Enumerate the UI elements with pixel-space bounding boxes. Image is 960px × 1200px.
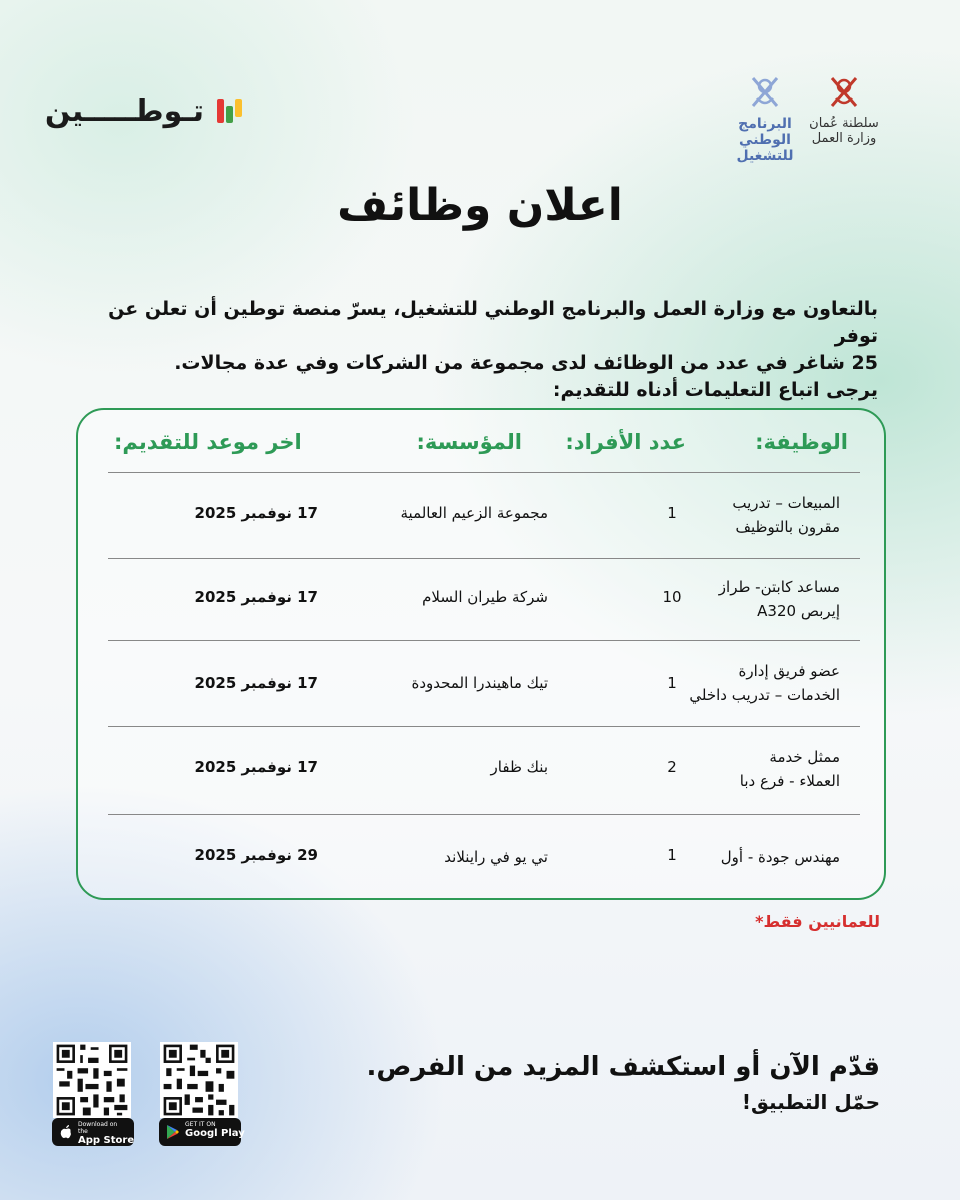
page-title: اعلان وظائف: [337, 180, 623, 231]
job-organization: بنك ظفار: [490, 758, 548, 776]
google-play-icon: [166, 1124, 180, 1140]
job-title-line-1: مساعد كابتن- طراز: [718, 578, 840, 596]
job-deadline: 17 نوفمبر 2025: [194, 504, 318, 522]
omanis-only-note: للعمانيين فقط*: [755, 912, 880, 931]
emblem-icon: [745, 72, 785, 112]
job-deadline: 17 نوفمبر 2025: [194, 588, 318, 606]
national-employment-program-logo: [710, 72, 820, 172]
intro-line-1: بالتعاون مع وزارة العمل والبرنامج الوطني للتشغيل، يسرّ منصة توطين أن تعلن عن توفر: [108, 298, 878, 347]
tawteen-mark-icon: [214, 96, 244, 126]
intro-text: [78, 296, 878, 404]
job-organization: تيك ماهيندرا المحدودة: [411, 674, 548, 692]
job-count: 1: [667, 504, 677, 522]
jobs-table: [76, 408, 886, 900]
job-title-line-2: الخدمات – تدريب داخلي: [689, 686, 840, 704]
header-count: عدد الأفراد:: [565, 430, 686, 454]
table-row: [108, 558, 860, 641]
job-title-line-2: العملاء - فرع دبا: [739, 772, 840, 790]
brand-name: تـوطـــــين: [44, 94, 204, 129]
cta-subtitle: حمّل التطبيق!: [741, 1090, 880, 1114]
job-count: 2: [667, 758, 677, 776]
job-title-line-1: المبيعات – تدريب: [732, 494, 840, 512]
ministry-line2: وزارة العمل: [811, 131, 877, 146]
google-play-badge[interactable]: [159, 1118, 245, 1146]
google-badge-big: Googl Play: [185, 1128, 245, 1139]
job-title-line-1: مهندس جودة - أول: [720, 848, 840, 866]
qr-code-icon[interactable]: [160, 1042, 238, 1118]
job-count: 1: [667, 846, 677, 864]
header-deadline: اخر موعد للتقديم:: [114, 430, 302, 454]
job-deadline: 17 نوفمبر 2025: [194, 758, 318, 776]
job-count: 1: [667, 674, 677, 692]
table-row: [108, 726, 860, 815]
job-title: [732, 491, 840, 539]
job-title: [740, 745, 840, 793]
job-title: [721, 845, 840, 869]
header-org: المؤسسة:: [416, 430, 522, 454]
cta-title: قدّم الآن أو استكشف المزيد من الفرص.: [366, 1052, 880, 1082]
tawteen-logo: [44, 92, 244, 132]
job-title: [689, 659, 840, 707]
intro-line-2: 25 شاغر في عدد من الوظائف لدى مجموعة من الشركات وفي عدة مجالات.: [174, 352, 878, 374]
google-badge-small: GET IT ON: [185, 1121, 216, 1128]
apple-icon: [59, 1124, 73, 1140]
app-store-badge[interactable]: [52, 1118, 134, 1146]
job-title-line-1: عضو فريق إدارة: [738, 662, 840, 680]
qr-code-icon[interactable]: [53, 1042, 131, 1118]
apple-badge-small: Download on the: [78, 1121, 118, 1135]
header-job: الوظيفة:: [755, 430, 848, 454]
job-organization: مجموعة الزعيم العالمية: [400, 504, 548, 522]
ministry-of-labour-logo: [808, 72, 880, 172]
apple-badge-big: App Store: [78, 1135, 135, 1146]
job-title-line-2: إيربص A320: [757, 602, 840, 620]
ministry-line1: سلطنة عُمان: [809, 116, 879, 131]
intro-line-3: يرجى اتباع التعليمات أدناه للتقديم:: [552, 379, 878, 401]
job-deadline: 29 نوفمبر 2025: [194, 846, 318, 864]
table-row: [108, 472, 860, 559]
job-title-line-2: مقرون بالتوظيف: [735, 518, 840, 536]
table-row: [108, 640, 860, 727]
job-organization: تي يو في راينلاند: [444, 848, 548, 866]
job-count: 10: [662, 588, 682, 606]
program-name: البرنامج الوطني للتشغيل: [736, 116, 794, 164]
job-organization: شركة طيران السلام: [422, 588, 548, 606]
table-row: [108, 814, 860, 895]
job-deadline: 17 نوفمبر 2025: [194, 674, 318, 692]
job-title-line-1: ممثل خدمة: [769, 748, 840, 766]
job-title: [719, 575, 840, 623]
oman-emblem-icon: [824, 72, 864, 112]
